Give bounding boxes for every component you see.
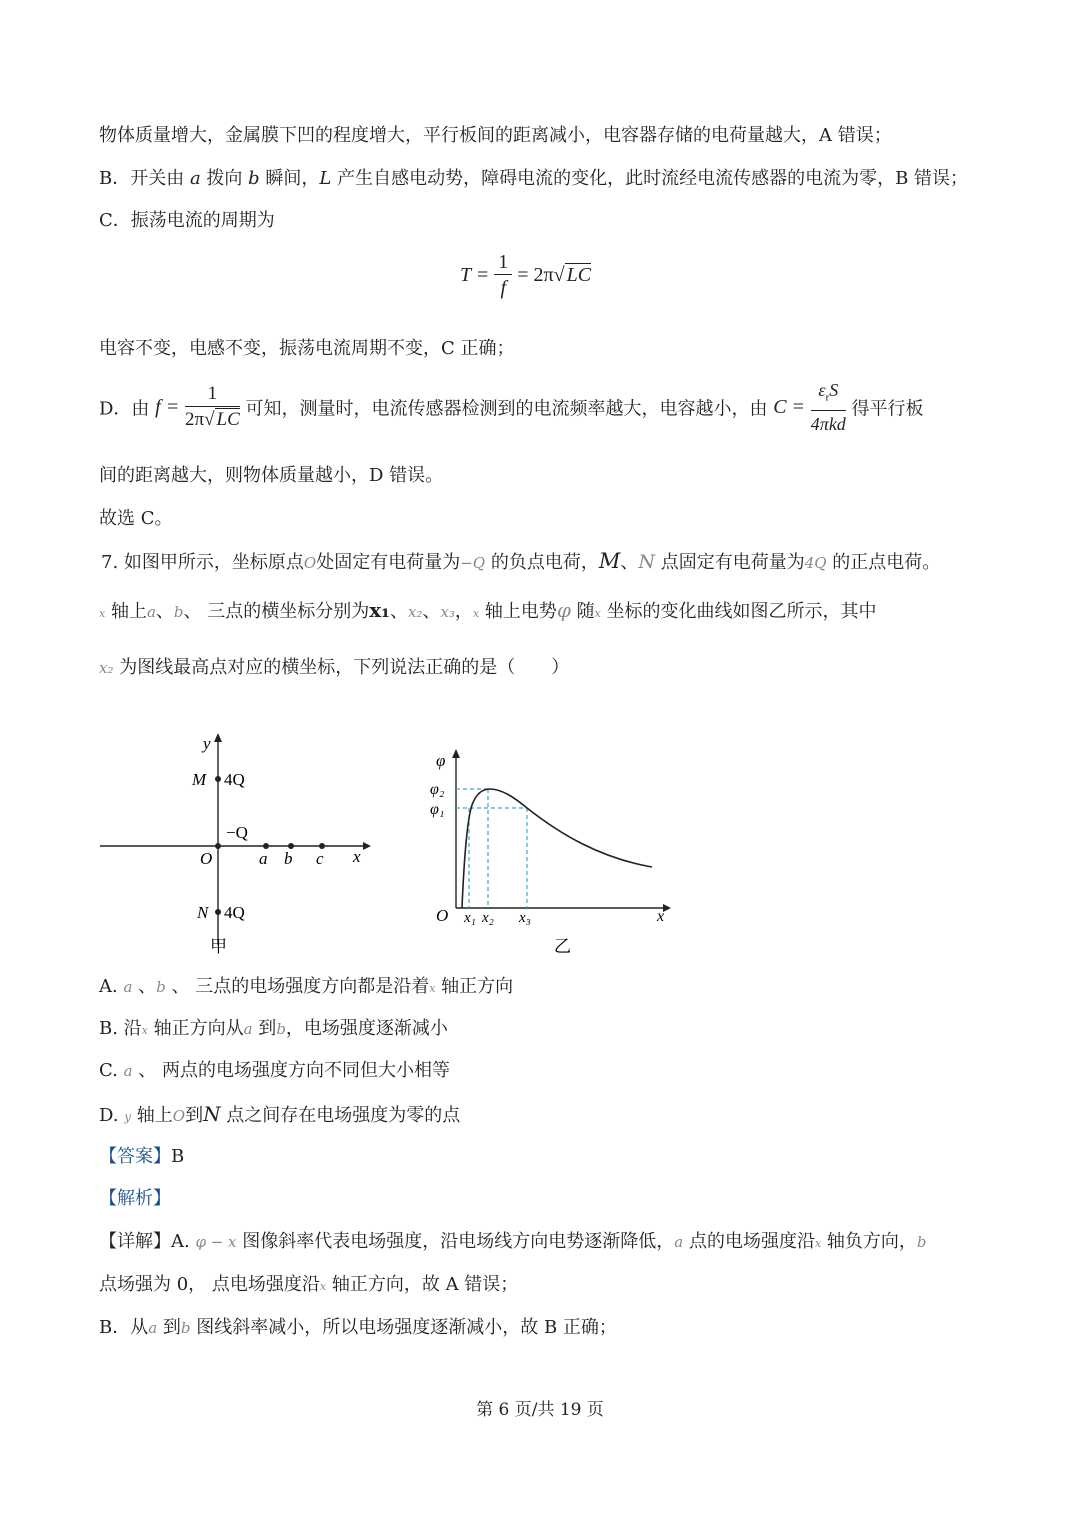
detail-line-3: B．从a 到b 图线斜率减小，所以电场强度逐渐减小，故 B 正确； bbox=[99, 1317, 617, 1338]
yi-origin: O bbox=[436, 906, 449, 925]
figure-jia bbox=[95, 730, 375, 960]
detail-line-2: 点场强为 0， 点电场强度沿x 轴正方向，故 A 错误； bbox=[99, 1274, 519, 1295]
yi-x1: x₁ bbox=[464, 910, 476, 926]
jia-N-label: N bbox=[197, 903, 209, 922]
jia-label-a: a bbox=[259, 849, 268, 868]
jia-N-charge: 4Q bbox=[224, 903, 245, 922]
yi-potential-curve bbox=[462, 789, 652, 908]
yi-y-label: φ bbox=[436, 751, 446, 770]
jia-M-charge: 4Q bbox=[224, 770, 245, 789]
jia-caption: 甲 bbox=[210, 937, 227, 956]
yi-phi2: φ₂ bbox=[430, 781, 445, 798]
option-A: A. a 、b 、 三点的电场强度方向都是沿着x 轴正方向 bbox=[99, 976, 514, 997]
text-line-7: 故选 C。 bbox=[99, 508, 173, 529]
jia-M-label: M bbox=[192, 770, 207, 789]
jia-y-label: y bbox=[203, 734, 211, 753]
yi-x-label: x bbox=[657, 908, 665, 925]
option-B: B. 沿x 轴正方向从a 到b，电场强度逐渐减小 bbox=[99, 1018, 448, 1039]
jia-origin: O bbox=[200, 849, 213, 868]
option-D: D. y 轴上O到N 点之间存在电场强度为零的点 bbox=[99, 1102, 461, 1126]
jia-point-M bbox=[215, 776, 221, 782]
yi-x3: x₃ bbox=[519, 910, 531, 926]
text-line-5: D．由 f = $\frac{1}{2\pi√ LC}$ 可知，测量时，电流传感器检测到的电流频率越大，电容越小，由 C = $\frac{\varepsilon_rS}{\text{4πkd}}$ 得平行板 bbox=[99, 380, 924, 434]
jia-origin-charge bbox=[215, 843, 221, 849]
detail-line-1: 【详解】A. φ − x 图像斜率代表电场强度，沿电场线方向电势逐渐降低，a 点的电场强度沿x 轴负方向，b bbox=[99, 1231, 927, 1252]
text-line-4: 电容不变，电感不变，振荡电流周期不变，C 正确； bbox=[99, 338, 515, 359]
jia-center-charge: −Q bbox=[226, 823, 248, 842]
option-C: C. a 、 两点的电场强度方向不同但大小相等 bbox=[99, 1060, 450, 1081]
jia-label-b: b bbox=[284, 849, 293, 868]
analysis-heading: 【解析】 bbox=[99, 1188, 171, 1209]
figure-yi bbox=[420, 740, 680, 960]
yi-caption: 乙 bbox=[554, 937, 571, 956]
text-line-3: C．振荡电流的周期为 bbox=[99, 210, 275, 231]
jia-x-label: x bbox=[353, 847, 361, 866]
text-line-2: B．开关由 a 拨向 b 瞬间，L 产生自感电动势，障碍电流的变化，此时流经电流传感器的电流为零，B 错误； bbox=[99, 168, 969, 189]
jia-point-N bbox=[215, 909, 221, 915]
answer-line: 【答案】B bbox=[99, 1146, 185, 1167]
formula-period: T = $\frac{1}{f}$ = 2π√ LC bbox=[460, 251, 592, 299]
page-footer: 第 6 页/共 19 页 bbox=[476, 1400, 604, 1420]
text-line-1: 物体质量增大，金属膜下凹的程度增大，平行板间的距离减小，电容器存储的电荷量越大，A 错误； bbox=[99, 125, 892, 146]
text-line-6: 间的距离越大，则物体质量越小，D 错误。 bbox=[99, 465, 444, 486]
question-7-line-1: 7. 如图甲所示，坐标原点O处固定有电荷量为−Q 的负点电荷，M、N 点固定有电荷量为4Q 的正点电荷。 bbox=[101, 549, 941, 573]
yi-phi1: φ₁ bbox=[430, 801, 445, 818]
jia-label-c: c bbox=[316, 849, 324, 868]
question-7-line-2: x 轴上a、b、 三点的横坐标分别为x₁、x₂、x₃，x 轴上电势φ 随x 坐标的变化曲线如图乙所示，其中 bbox=[99, 598, 877, 622]
yi-x2: x₂ bbox=[482, 910, 494, 926]
question-7-line-3: x₂ 为图线最高点对应的横坐标，下列说法正确的是（ ） bbox=[99, 657, 570, 678]
